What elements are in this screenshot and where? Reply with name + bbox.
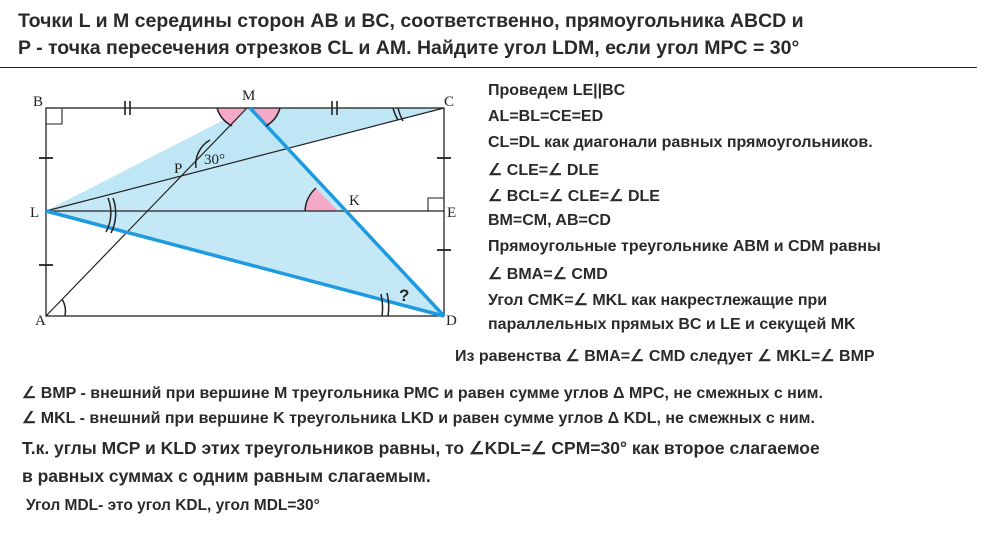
angle-30-label: 30° (204, 152, 225, 168)
right-angle-b (46, 108, 62, 124)
explanation-line-2: ∠ MKL - внешний при вершине K треугольника LKD и равен сумме углов Δ KDL, не смежных с ним. (22, 410, 815, 427)
label-b: B (33, 94, 44, 110)
step-10: параллельных прямых BC и LE и секущей MK (488, 316, 856, 333)
step-7: Прямоугольные треугольнике ABM и CDM равны (488, 238, 881, 255)
explanation-line-1: ∠ BMP - внешний при вершине M треугольника PMC и равен сумме углов Δ MPC, не смежных с ним. (22, 385, 823, 402)
step-5: ∠ BCL=∠ CLE=∠ DLE (488, 188, 660, 205)
label-d: D (446, 313, 457, 329)
explanation-line-4: в равных суммах с одним равным слагаемым. (22, 466, 431, 486)
final-answer: Угол MDL- это угол KDL, угол MDL=30° (26, 497, 320, 514)
right-angle-e (428, 198, 444, 211)
explanation-line-3: Т.к. углы MCP и KLD этих треугольников равны, то ∠KDL=∠ CPM=30° как второе слагаемое (22, 438, 820, 458)
step-3: CL=DL как диагонали равных прямоугольников. (488, 134, 873, 151)
label-c: C (444, 94, 455, 110)
label-a: A (35, 313, 46, 329)
problem-title-line-2: P - точка пересечения отрезков CL и AM. Найдите угол LDM, если угол MPC = 30° (18, 37, 800, 59)
question-mark: ? (399, 286, 410, 305)
label-m: M (242, 88, 256, 104)
step-8: ∠ BMA=∠ CMD (488, 266, 608, 283)
label-p: P (174, 161, 183, 177)
step-9: Угол CMK=∠ MKL как накрестлежащие при (488, 292, 828, 309)
problem-title-line-1: Точки L и M середины сторон AB и BC, соответственно, прямоугольника ABCD и (18, 10, 804, 32)
step-1: Проведем LE||BC (488, 82, 626, 99)
step-2: AL=BL=CE=ED (488, 108, 604, 125)
label-k: K (349, 193, 360, 209)
step-6: BM=CM, AB=CD (488, 212, 611, 229)
step-4: ∠ CLE=∠ DLE (488, 162, 599, 179)
label-e: E (447, 205, 457, 221)
triangle-lmd-fill (46, 108, 444, 316)
label-l: L (30, 205, 40, 221)
conclusion-line: Из равенства ∠ BMA=∠ CMD следует ∠ MKL=∠ BMP (455, 348, 875, 365)
